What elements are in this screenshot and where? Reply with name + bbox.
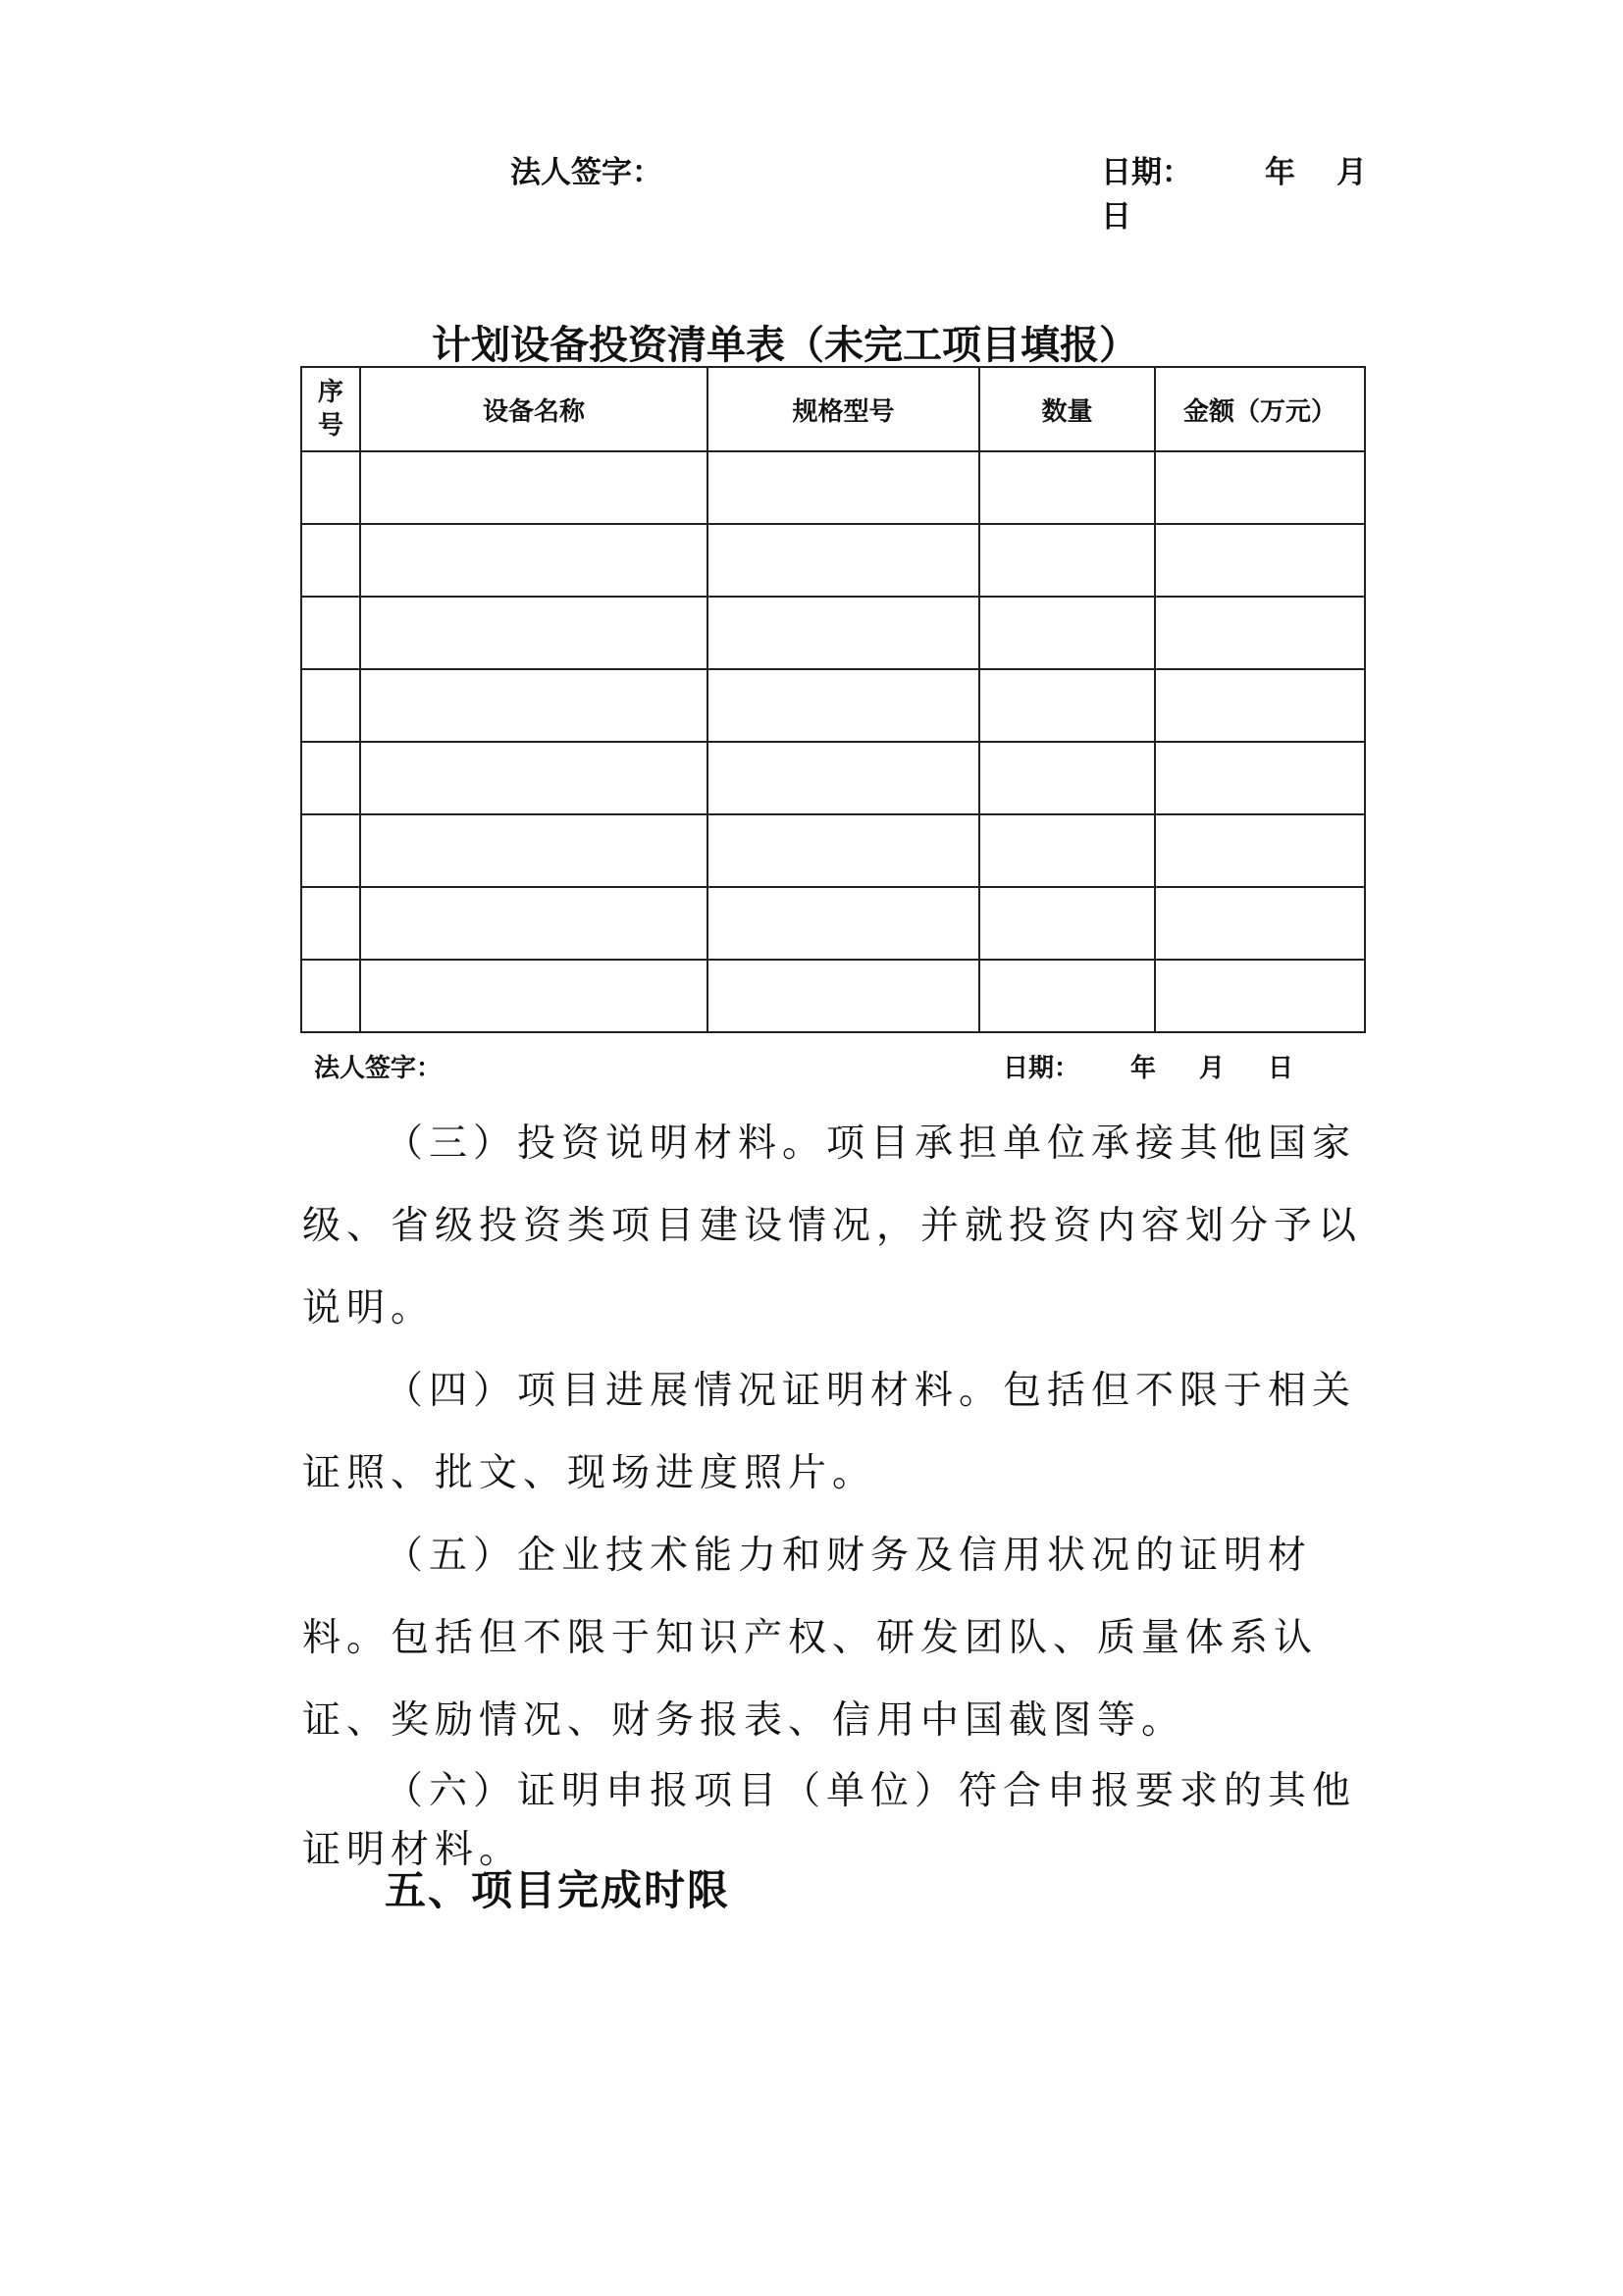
table-cell[interactable]: [1155, 451, 1365, 524]
paragraph-other-proof: （六）证明申报项目（单位）符合申报要求的其他证明材料。: [302, 1769, 1357, 1872]
table-row: [301, 742, 1365, 814]
signature-line-top: [510, 147, 1413, 235]
date-month: 月: [1336, 155, 1367, 190]
header-amount: 金额（万元）: [1155, 367, 1365, 451]
table-cell[interactable]: [301, 451, 360, 524]
table-cell[interactable]: [301, 669, 360, 742]
date-year: 年: [1265, 155, 1295, 190]
table-cell[interactable]: [707, 597, 979, 669]
table-row: [301, 960, 1365, 1032]
table-cell[interactable]: [979, 814, 1155, 887]
table-cell[interactable]: [979, 742, 1155, 814]
date-label: 日期：: [1101, 155, 1192, 190]
date-month: 月: [1199, 1054, 1226, 1083]
table-cell[interactable]: [360, 742, 707, 814]
header-seq: 序 号: [301, 367, 360, 451]
table-header-row: [301, 367, 1365, 451]
table-cell[interactable]: [1155, 887, 1365, 960]
table-cell[interactable]: [360, 669, 707, 742]
table-cell[interactable]: [1155, 597, 1365, 669]
paragraph-progress-proof: （四）项目进展情况证明材料。包括但不限于相关证照、批文、现场进度照片。: [302, 1369, 1357, 1495]
table-cell[interactable]: [1155, 960, 1365, 1032]
table-cell[interactable]: [979, 669, 1155, 742]
table-cell[interactable]: [301, 887, 360, 960]
section-heading: 五、项目完成时限: [385, 1866, 731, 1914]
table-row: [301, 887, 1365, 960]
table-cell[interactable]: [301, 524, 360, 597]
header-equipment-name: 设备名称: [360, 367, 707, 451]
table-cell[interactable]: [301, 742, 360, 814]
table-cell[interactable]: [979, 960, 1155, 1032]
table-cell[interactable]: [360, 597, 707, 669]
table-cell[interactable]: [1155, 669, 1365, 742]
paragraph-investment-description: （三）投资说明材料。项目承担单位承接其他国家级、省级投资类项目建设情况，并就投资内容划分予以说明。: [302, 1122, 1363, 1331]
date-label: 日期：: [1003, 1054, 1080, 1083]
table-row: [301, 814, 1365, 887]
legal-signature-label: 法人签字：: [314, 1054, 443, 1083]
table-cell[interactable]: [1155, 814, 1365, 887]
table-row: [301, 597, 1365, 669]
table-cell[interactable]: [979, 597, 1155, 669]
table-cell[interactable]: [707, 960, 979, 1032]
legal-signature-label: 法人签字：: [510, 155, 662, 190]
table-row: [301, 451, 1365, 524]
table-cell[interactable]: [707, 524, 979, 597]
header-spec-model: 规格型号: [707, 367, 979, 451]
table-cell[interactable]: [707, 742, 979, 814]
table-cell[interactable]: [360, 887, 707, 960]
table-cell[interactable]: [360, 524, 707, 597]
table-row: [301, 524, 1365, 597]
table-row: [301, 669, 1365, 742]
table-cell[interactable]: [301, 597, 360, 669]
date-year: 年: [1130, 1054, 1157, 1083]
table-cell[interactable]: [707, 887, 979, 960]
table-cell[interactable]: [360, 814, 707, 887]
table-cell[interactable]: [707, 451, 979, 524]
header-quantity: 数量: [979, 367, 1155, 451]
paragraph-capability-proof: （五）企业技术能力和财务及信用状况的证明材料。包括但不限于知识产权、研发团队、质量体系认证、奖励情况、财务报表、信用中国截图等。: [302, 1534, 1319, 1743]
table-cell[interactable]: [1155, 742, 1365, 814]
signature-line-bottom: [314, 1048, 1354, 1087]
table-cell[interactable]: [1155, 524, 1365, 597]
table-cell[interactable]: [979, 451, 1155, 524]
table-cell[interactable]: [979, 887, 1155, 960]
table-cell[interactable]: [707, 814, 979, 887]
table-cell[interactable]: [979, 524, 1155, 597]
table-cell[interactable]: [360, 960, 707, 1032]
date-field: [1101, 147, 1413, 235]
table-cell[interactable]: [301, 960, 360, 1032]
date-field: [1003, 1048, 1293, 1084]
date-day: 日: [1101, 199, 1131, 235]
table-title: 计划设备投资清单表（未完工项目填报）: [432, 323, 1138, 368]
table-cell[interactable]: [301, 814, 360, 887]
equipment-investment-table: [300, 366, 1366, 1033]
table-cell[interactable]: [360, 451, 707, 524]
date-day: 日: [1268, 1054, 1294, 1083]
table-cell[interactable]: [707, 669, 979, 742]
